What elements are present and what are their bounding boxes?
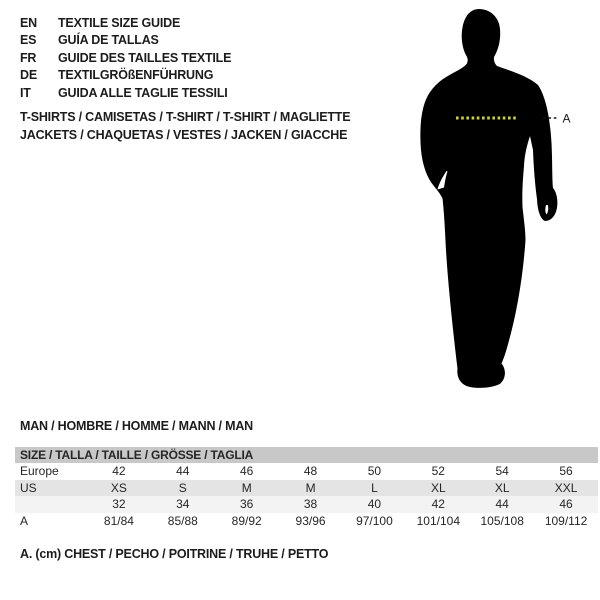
row-label: A <box>20 513 29 528</box>
cell: 109/112 <box>544 513 588 528</box>
size-table <box>15 447 598 529</box>
cell: 89/92 <box>231 513 262 528</box>
cell: 38 <box>279 496 343 513</box>
language-label: TEXTILGRÖßENFÜHRUNG <box>58 68 214 83</box>
language-label: GUIDA ALLE TAGLIE TESSILI <box>58 85 228 100</box>
list-item <box>20 67 231 85</box>
language-code: DE <box>20 68 37 83</box>
cell: L <box>343 480 407 497</box>
cell: 46 <box>240 464 254 479</box>
row-label <box>15 496 87 513</box>
cell: XS <box>87 480 151 497</box>
list-item <box>20 14 231 32</box>
cell: 46 <box>534 496 598 513</box>
cell: M <box>279 480 343 497</box>
cell: XL <box>406 480 470 497</box>
measure-label-a: A <box>562 111 571 126</box>
cell: XL <box>470 480 534 497</box>
language-guide-list <box>20 14 231 102</box>
row-label: US <box>15 480 87 497</box>
category-tshirts: T-SHIRTS / CAMISETAS / T-SHIRT / T-SHIRT / MAGLIETTE <box>20 110 351 124</box>
category-titles <box>20 108 350 144</box>
cell: 34 <box>151 496 215 513</box>
man-silhouette <box>420 9 557 388</box>
language-label: GUIDE DES TAILLES TEXTILE <box>58 50 232 65</box>
cell: 44 <box>176 464 190 479</box>
section-title-man: MAN / HOMBRE / HOMME / MANN / MAN <box>20 419 253 433</box>
row-label: Europe <box>20 464 59 479</box>
cell: XXL <box>534 480 598 497</box>
table-header-row <box>15 447 598 463</box>
cell: 54 <box>495 464 509 479</box>
cell: 56 <box>559 464 573 479</box>
list-item <box>20 32 231 50</box>
cell: 101/104 <box>416 513 460 528</box>
language-code: FR <box>20 50 37 65</box>
man-figure <box>405 0 600 400</box>
cell: S <box>151 480 215 497</box>
man-silhouette-svg <box>405 0 600 400</box>
table-row <box>15 496 598 513</box>
measurement-footnote: A. (cm) CHEST / PECHO / POITRINE / TRUHE / PETTO <box>20 547 329 561</box>
cell: 50 <box>367 464 382 479</box>
table-row <box>15 480 598 497</box>
table-header: SIZE / TALLA / TAILLE / GRÖSSE / TAGLIA <box>15 447 598 463</box>
cell: 42 <box>112 464 126 479</box>
cell: 93/96 <box>295 513 326 528</box>
language-label: GUÍA DE TALLAS <box>58 33 159 48</box>
table-row <box>15 513 598 530</box>
language-code: EN <box>20 15 37 30</box>
list-item <box>20 84 231 102</box>
cell: 97/100 <box>356 513 393 528</box>
cell: M <box>215 480 279 497</box>
cell: 42 <box>406 496 470 513</box>
table-row <box>15 463 598 480</box>
cell: 44 <box>470 496 534 513</box>
cell: 81/84 <box>103 513 134 528</box>
language-code: IT <box>20 85 31 100</box>
cell: 85/88 <box>167 513 198 528</box>
category-jackets: JACKETS / CHAQUETAS / VESTES / JACKEN / GIACCHE <box>20 128 348 142</box>
cell: 52 <box>431 464 445 479</box>
cell: 36 <box>215 496 279 513</box>
list-item <box>20 49 231 67</box>
language-label: TEXTILE SIZE GUIDE <box>58 15 181 30</box>
cell: 40 <box>343 496 407 513</box>
cell: 48 <box>303 464 318 479</box>
cell: 105/108 <box>480 513 524 528</box>
cell: 32 <box>87 496 151 513</box>
language-code: ES <box>20 33 37 48</box>
